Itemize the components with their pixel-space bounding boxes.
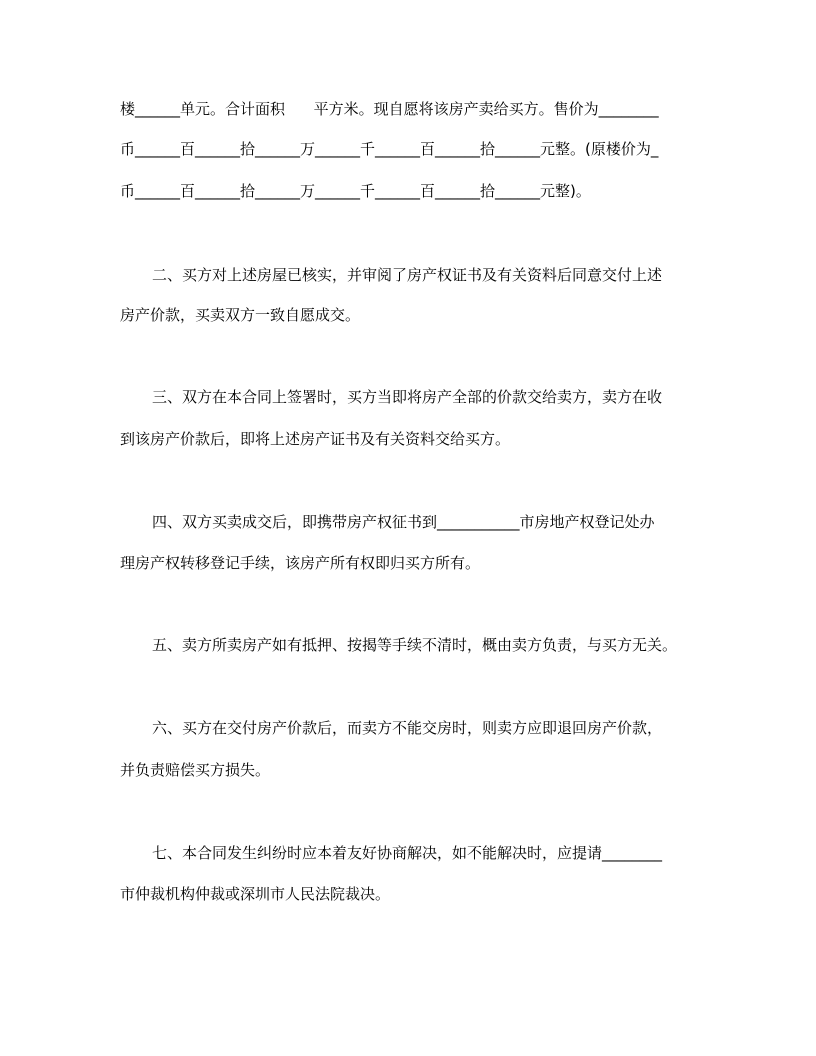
text-line: 房产价款，买卖双方一致自愿成交。 — [120, 306, 361, 324]
text-line: 六、买方在交付房产价款后，而卖方不能交房时，则卖方应即退回房产价款， — [152, 719, 663, 737]
clause-7-line-2 — [120, 884, 700, 904]
text-line: 币______百______拾______万______千______百______拾______元整。(原楼价为_ — [120, 140, 659, 158]
clause-4-line-1 — [152, 512, 732, 532]
clause-2-line-2 — [120, 305, 700, 325]
clause-2-line-1 — [152, 265, 732, 285]
clause-4-line-2 — [120, 553, 700, 573]
text-line: 币______百______拾______万______千______百______拾______元整)。 — [120, 182, 591, 200]
price-line-3 — [120, 181, 700, 201]
clause-3-line-1 — [152, 387, 732, 407]
text-line: 理房产权转移登记手续，该房产所有权即归买方所有。 — [120, 554, 481, 572]
text-line: 四、双方买卖成交后，即携带房产权征书到___________市房地产权登记处办 — [152, 513, 655, 531]
clause-7-line-1 — [152, 843, 732, 863]
clause-6-line-1 — [152, 718, 732, 738]
text-line: 七、本合同发生纠纷时应本着友好协商解决，如不能解决时，应提请________ — [152, 844, 663, 862]
text-line: 五、卖方所卖房产如有抵押、按揭等手续不清时，概由卖方负责，与买方无关。 — [152, 636, 678, 654]
text-line: 市仲裁机构仲裁或深圳市人民法院裁决。 — [120, 885, 391, 903]
price-line-1 — [120, 99, 700, 119]
text-line: 三、双方在本合同上签署时，买方当即将房产全部的价款交给卖方，卖方在收 — [152, 388, 663, 406]
price-line-2 — [120, 139, 700, 159]
text-line: 二、买方对上述房屋已核实，并审阅了房产权证书及有关资料后同意交付上述 — [152, 266, 663, 284]
text-line: 到该房产价款后，即将上述房产证书及有关资料交给买方。 — [120, 430, 511, 448]
text-line: 楼______单元。合计面积 平方米。现自愿将该房产卖给买方。售价为________ — [120, 100, 659, 118]
clause-6-line-2 — [120, 760, 700, 780]
text-line: 并负责赔偿买方损失。 — [120, 761, 271, 779]
clause-5-line-1 — [152, 635, 732, 655]
clause-3-line-2 — [120, 429, 700, 449]
